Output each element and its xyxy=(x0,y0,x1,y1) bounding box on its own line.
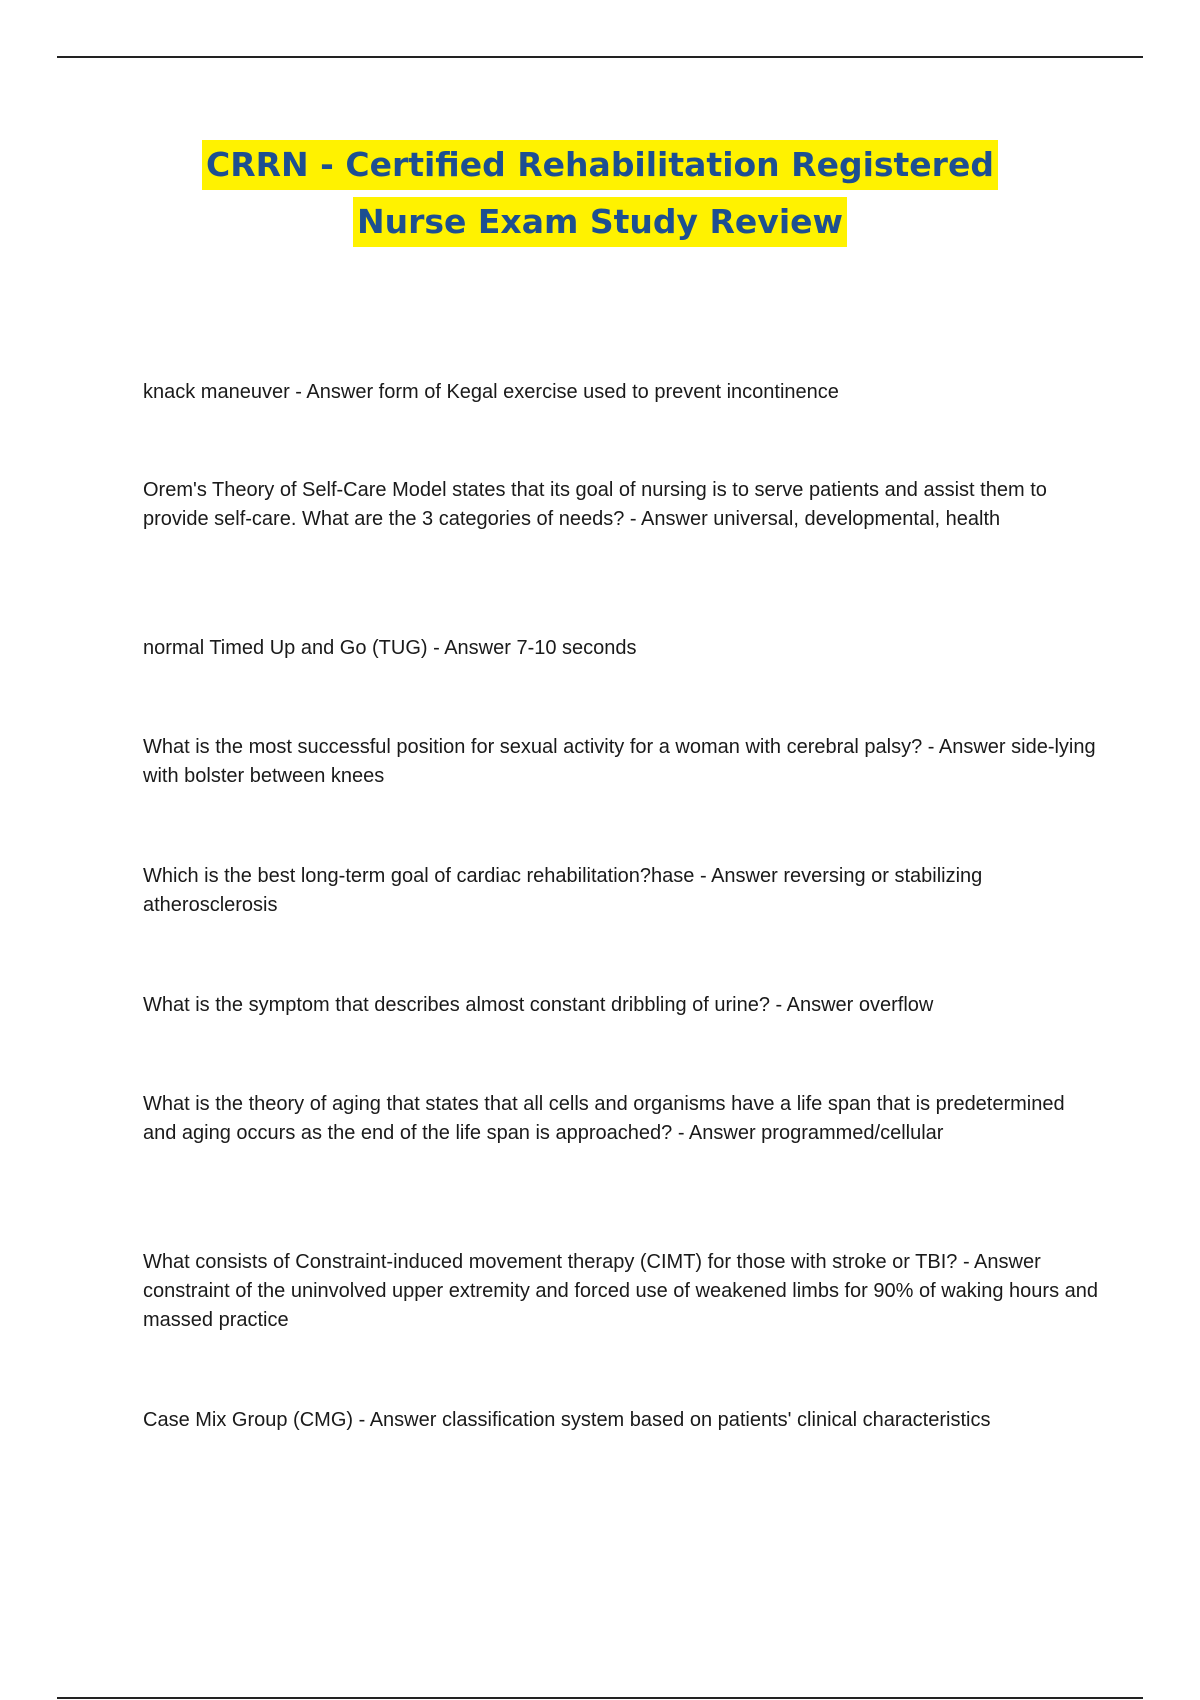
qa-entry: Case Mix Group (CMG) - Answer classification system based on patients' clinical characteristics xyxy=(143,1409,991,1431)
top-divider xyxy=(57,56,1143,58)
qa-entry: knack maneuver - Answer form of Kegal exercise used to prevent incontinence xyxy=(143,381,839,403)
title-line-1: CRRN - Certified Rehabilitation Registered xyxy=(202,140,998,190)
page-title xyxy=(0,140,1200,247)
qa-entry: What is the theory of aging that states that all cells and organisms have a life span that is predetermined and aging occurs as the end of the life span is approached? - Answer programmed/cellular xyxy=(143,1093,1065,1144)
qa-entry: What consists of Constraint-induced movement therapy (CIMT) for those with stroke or TBI? - Answer constraint of the uninvolved upper extremity and forced use of weakened limbs for 90% of waking hours and massed practice xyxy=(143,1251,1098,1331)
qa-entry: Orem's Theory of Self-Care Model states that its goal of nursing is to serve patients and assist them to provide self-care. What are the 3 categories of needs? - Answer universal, developmental, health xyxy=(143,479,1047,530)
qa-entry: normal Timed Up and Go (TUG) - Answer 7-10 seconds xyxy=(143,637,637,659)
qa-entry: What is the symptom that describes almost constant dribbling of urine? - Answer overflow xyxy=(143,994,934,1016)
title-line-2: Nurse Exam Study Review xyxy=(353,197,847,247)
qa-entry: What is the most successful position for sexual activity for a woman with cerebral palsy? - Answer side-lying with bolster between knees xyxy=(143,736,1096,787)
qa-entry: Which is the best long-term goal of cardiac rehabilitation?hase - Answer reversing or stabilizing atherosclerosis xyxy=(143,865,983,916)
bottom-divider xyxy=(57,1697,1143,1699)
